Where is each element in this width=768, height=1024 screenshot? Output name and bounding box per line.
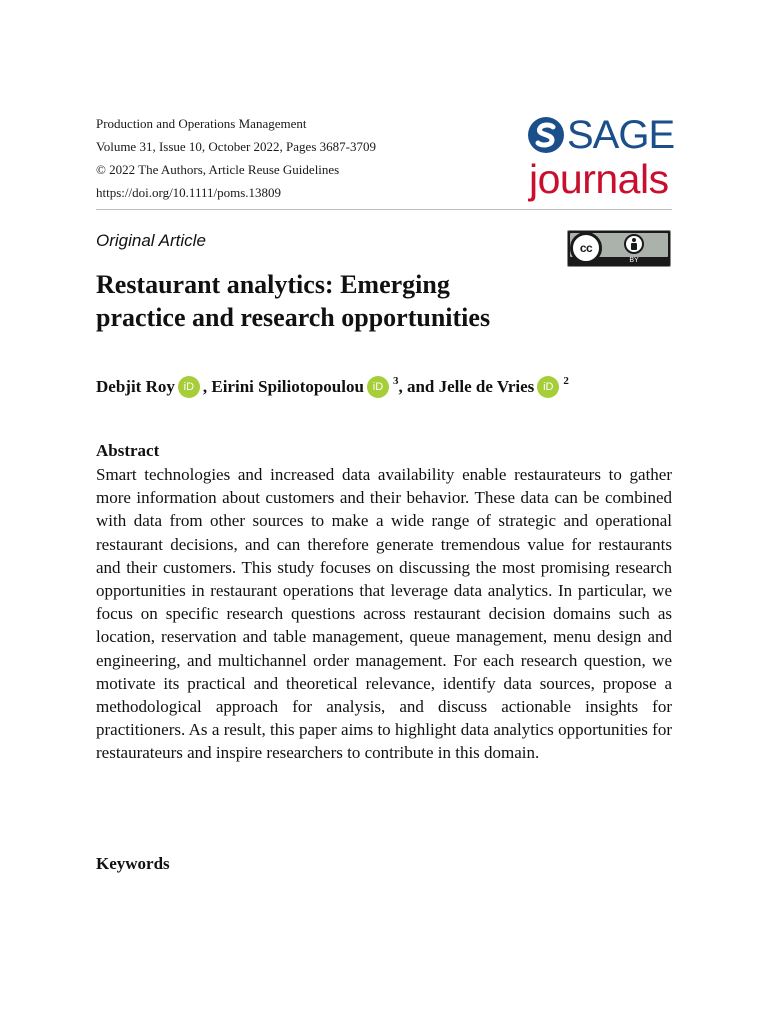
cc-by-label: BY (629, 257, 639, 264)
author-separator: , and (398, 377, 439, 396)
abstract-text: Smart technologies and increased data availability enable restaurateurs to gather more information about customers and their behavior. These data can be combined with data from other sources to make a wide range of strategic and operational restaurant decisions, and can therefore generate tremendous value for restaurants and their customers. This study focuses on discussing the most promising research opportunities in restaurant operations that leverage data analytics. In particular, we focus on specific research questions across restaurant decision domains such as location, reservation and table management, queue management, menu design and engineering, and multichannel order management. For each research question, we motivate its practical and theoretical relevance, identify data sources, propose a methodological approach for analysis, and discuss actionable insights for practitioners. As a result, this paper aims to highlight data analytics opportunities for restaurateurs and inspire researchers to contribute in this domain. (96, 465, 672, 763)
sage-s-icon (527, 116, 565, 154)
sage-journals-logo (527, 113, 677, 205)
header-divider (96, 209, 672, 210)
keywords-heading: Keywords (96, 854, 170, 873)
orcid-icon[interactable]: iD (367, 376, 389, 398)
doi-link[interactable]: https://doi.org/10.1111/poms.13809 (96, 185, 282, 200)
journal-name: Production and Operations Management (96, 116, 307, 131)
author-separator: , (202, 377, 212, 396)
author-name: Debjit Roy (96, 377, 175, 396)
author-name: Jelle de Vries (438, 377, 535, 396)
author-name: Eirini Spiliotopoulou (211, 377, 364, 396)
article-title: Restaurant analytics: Emerging practice and research opportunities (96, 270, 491, 332)
attribution-icon (624, 234, 644, 254)
author-list (96, 376, 569, 398)
copyright-line[interactable]: © 2022 The Authors, Article Reuse Guidelines (96, 162, 340, 177)
affiliation-marker: 2 (563, 375, 569, 387)
cc-by-icon[interactable] (567, 230, 671, 267)
article-type: Original Article (96, 231, 206, 250)
sage-wordmark: SAGE (567, 113, 675, 157)
abstract-heading: Abstract (96, 441, 160, 460)
affiliation-marker: 3 (392, 375, 399, 387)
cc-icon: cc (570, 232, 602, 264)
orcid-icon[interactable]: iD (178, 376, 200, 398)
journals-wordmark: journals (529, 156, 669, 202)
journal-volume: Volume 31, Issue 10, October 2022, Pages 3687-3709 (96, 139, 376, 154)
orcid-icon[interactable]: iD (537, 376, 559, 398)
journal-meta (96, 112, 376, 204)
